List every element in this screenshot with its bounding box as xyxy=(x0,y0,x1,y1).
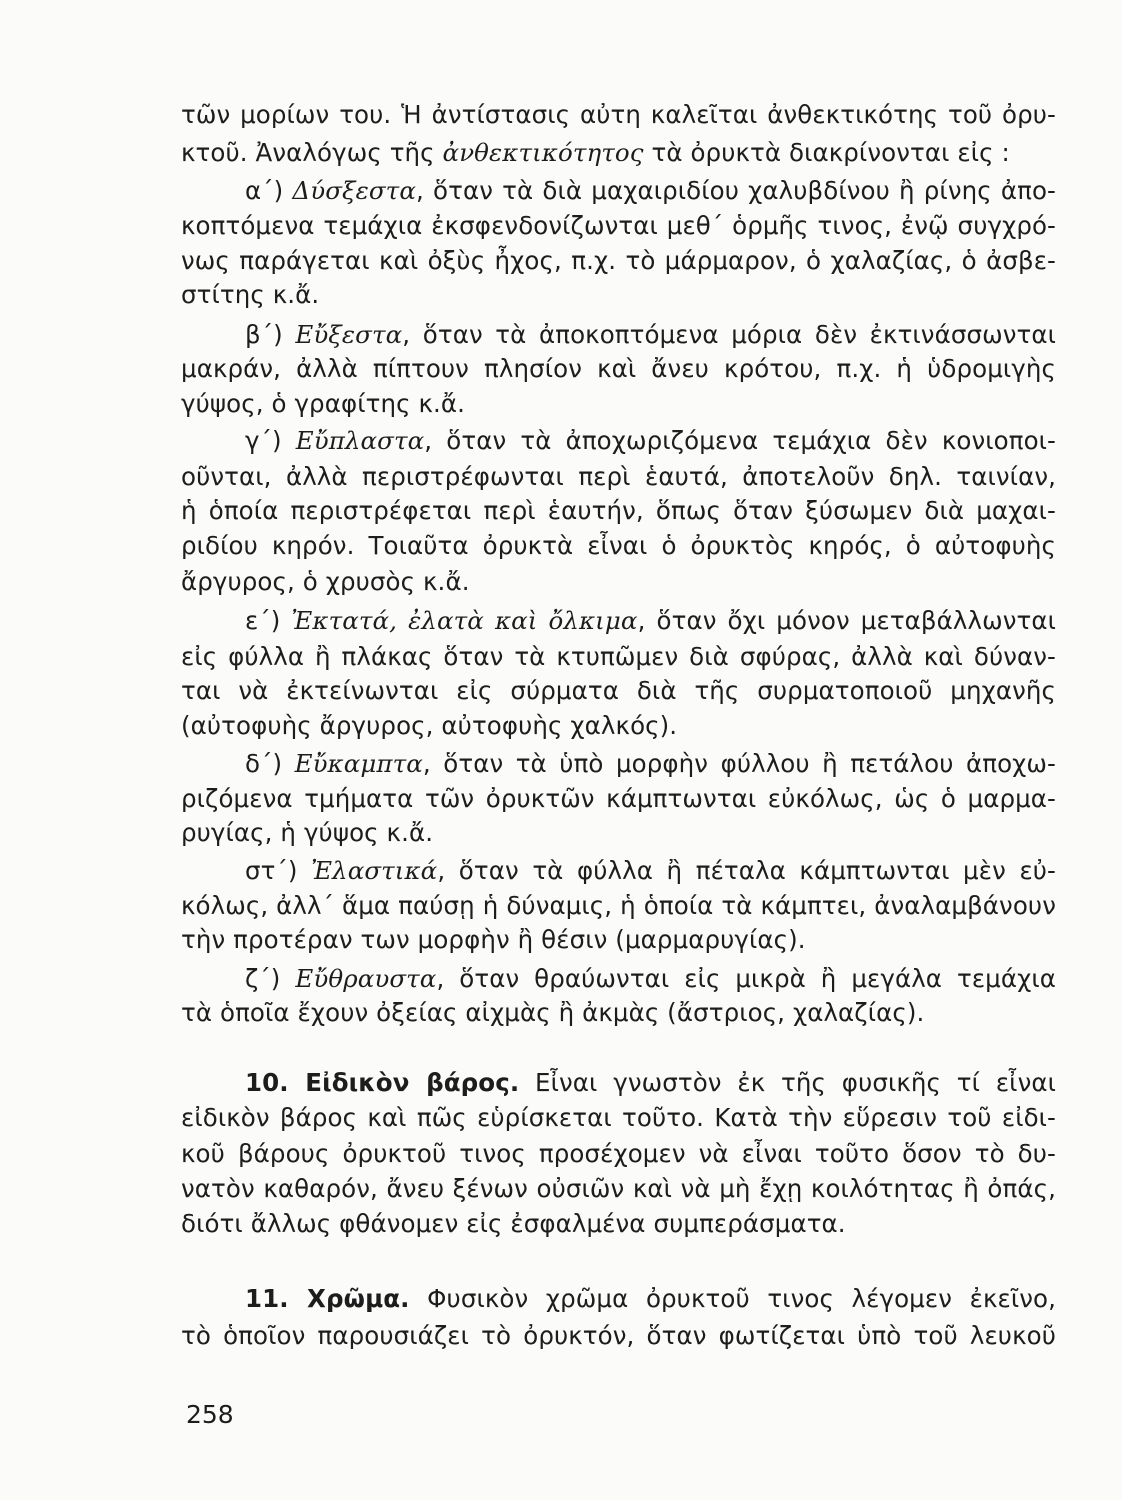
line-text: τῶν μορίων του. Ἡ ἀντίστασις αὐτη καλεῖται ἀνθεκτικότης τοῦ ὀρυ- xyxy=(181,100,1056,129)
text-line xyxy=(181,1319,1056,1353)
line-text: στίτης κ.ἄ. xyxy=(181,280,320,309)
section-heading: 11. Χρῶμα. xyxy=(245,1284,410,1313)
text-line xyxy=(181,244,1056,278)
line-text-continued: Φυσικὸν χρῶμα ὀρυκτοῦ τινος λέγομεν ἐκεῖνο, xyxy=(409,1284,1056,1313)
line-text: ἄργυρος, ὁ χρυσὸς κ.ἄ. xyxy=(181,567,470,596)
line-text: νατὸν καθαρόν, ἄνευ ξένων οὐσιῶν καὶ νὰ μὴ ἔχῃ κοιλότητας ἢ ὀπάς, xyxy=(181,1174,1056,1203)
line-text: εἰς φύλλα ἢ πλάκας ὅταν τὰ κτυπῶμεν διὰ σφύρας, ἀλλὰ καὶ δύναν- xyxy=(181,642,1056,671)
line-text-continued: Εἶναι γνωστὸν ἐκ τῆς φυσικῆς τί εἶναι xyxy=(519,1068,1056,1097)
term-italic: Εὔξεστα xyxy=(295,320,403,349)
text-line xyxy=(181,923,1056,957)
text-line xyxy=(181,889,1056,923)
term-italic: Ἐκτατά, ἐλατὰ καὶ ὄλκιμα xyxy=(291,606,638,635)
line-text: κτοῦ. Ἀναλόγως τῆς xyxy=(181,138,443,167)
text-line xyxy=(181,136,1056,170)
text-line xyxy=(245,604,1056,638)
line-text-continued: , ὅταν θραύωνται εἰς μικρὰ ἢ μεγάλα τεμάχια xyxy=(436,964,1056,993)
term-italic: Ἐλαστικά xyxy=(311,856,438,885)
text-line xyxy=(181,782,1056,816)
line-text-continued: , ὅταν τὰ φύλλα ἢ πέταλα κάμπτωνται μὲν εὐ- xyxy=(437,856,1056,885)
text-line xyxy=(181,98,1056,132)
line-text: οῦνται, ἀλλὰ περιστρέφωνται περὶ ἑαυτά, ἀποτελοῦν δηλ. ταινίαν, xyxy=(181,462,1056,491)
text-line xyxy=(245,318,1056,352)
term-italic: Εὔθραυστα xyxy=(295,964,437,993)
line-text: μακράν, ἀλλὰ πίπτουν πλησίον καὶ ἄνευ κρότου, π.χ. ἡ ὑδρομιγὴς xyxy=(181,354,1056,383)
item-label: β΄) xyxy=(245,320,296,349)
line-text: κοπτόμενα τεμάχια ἐκσφενδονίζωνται μεθ΄ ὁρμῆς τινος, ἐνῷ συγχρό- xyxy=(181,211,1056,240)
line-text-continued: , ὅταν τὰ ἀποχωριζόμενα τεμάχια δὲν κονιοποι- xyxy=(424,426,1056,455)
line-text: νως παράγεται καὶ ὀξὺς ἦχος, π.χ. τὸ μάρμαρον, ὁ χαλαζίας, ὁ ἀσβε- xyxy=(181,246,1056,275)
line-text: γύψος, ὁ γραφίτης κ.ἄ. xyxy=(181,389,466,418)
text-line xyxy=(245,962,1056,996)
text-line xyxy=(181,1207,1056,1241)
text-line xyxy=(181,529,1056,563)
text-line xyxy=(181,565,1056,599)
line-text: εἰδικὸν βάρος καὶ πῶς εὑρίσκεται τοῦτο. Κατὰ τὴν εὕρεσιν τοῦ εἰδι- xyxy=(181,1103,1056,1132)
text-line xyxy=(245,1066,1056,1100)
term-italic: Εὔκαμπτα xyxy=(294,749,423,778)
text-line xyxy=(181,460,1056,494)
text-line xyxy=(181,816,1056,850)
line-text-continued: , ὅταν ὄχι μόνον μεταβάλλωνται xyxy=(637,606,1056,635)
line-text: κοῦ βάρους ὀρυκτοῦ τινος προσέχομεν νὰ εἶναι τοῦτο ὅσον τὸ δυ- xyxy=(181,1139,1056,1168)
text-line xyxy=(245,1282,1056,1316)
line-text-continued: , ὅταν τὰ ἀποκοπτόμενα μόρια δὲν ἐκτινάσσωνται xyxy=(402,320,1056,349)
text-line xyxy=(181,352,1056,386)
line-text: ριδίου κηρόν. Τοιαῦτα ὀρυκτὰ εἶναι ὁ ὀρυκτὸς κηρός, ὁ αὐτοφυὴς xyxy=(181,531,1056,560)
text-line xyxy=(181,387,1056,421)
line-text: (αὐτοφυὴς ἄργυρος, αὐτοφυὴς χαλκός). xyxy=(181,711,678,740)
text-line xyxy=(181,674,1056,708)
text-line xyxy=(181,640,1056,674)
line-text: τὸ ὁποῖον παρουσιάζει τὸ ὀρυκτόν, ὅταν φωτίζεται ὑπὸ τοῦ λευκοῦ xyxy=(181,1321,1056,1350)
line-text: τὰ ὁποῖα ἔχουν ὀξείας αἰχμὰς ἢ ἀκμὰς (ἄστριος, χαλαζίας). xyxy=(181,998,925,1027)
item-label: γ΄) xyxy=(245,426,296,455)
line-text: ρυγίας, ἡ γύψος κ.ἄ. xyxy=(181,818,434,847)
term-italic: Εὔπλαστα xyxy=(295,426,425,455)
item-label: α΄) xyxy=(245,176,293,205)
text-line xyxy=(181,494,1056,528)
line-text: ριζόμενα τμήματα τῶν ὀρυκτῶν κάμπτωνται εὐκόλως, ὡς ὁ μαρμα- xyxy=(181,784,1056,813)
line-text-continued: , ὅταν τὰ ὑπὸ μορφὴν φύλλου ἢ πετάλου ἀποχω- xyxy=(422,749,1056,778)
line-text: ται νὰ ἐκτείνωνται εἰς σύρματα διὰ τῆς συρματοποιοῦ μηχανῆς xyxy=(181,676,1056,705)
page-number: 258 xyxy=(186,1400,234,1429)
item-label: ε΄) xyxy=(245,606,292,635)
line-text-continued: , ὅταν τὰ διὰ μαχαιριδίου χαλυβδίνου ἢ ρίνης ἀπο- xyxy=(415,176,1056,205)
line-text-continued: τὰ ὀρυκτὰ διακρίνονται εἰς : xyxy=(643,138,1010,167)
line-text: διότι ἄλλως φθάνομεν εἰς ἐσφαλμένα συμπεράσματα. xyxy=(181,1209,846,1238)
text-line xyxy=(181,209,1056,243)
text-line xyxy=(181,709,1056,743)
text-line xyxy=(245,854,1056,888)
section-heading: 10. Εἰδικὸν βάρος. xyxy=(245,1068,520,1097)
term-italic: ἀνθεκτικότητος xyxy=(442,138,644,167)
text-line xyxy=(181,1101,1056,1135)
item-label: δ΄) xyxy=(245,749,295,778)
item-label: στ΄) xyxy=(245,856,312,885)
item-label: ζ΄) xyxy=(245,964,296,993)
text-line xyxy=(245,174,1056,208)
line-text: κόλως, ἀλλ΄ ἅμα παύσῃ ἡ δύναμις, ἡ ὁποία τὰ κάμπτει, ἀναλαμβάνουν xyxy=(181,891,1056,920)
text-line xyxy=(245,747,1056,781)
line-text: ἡ ὁποία περιστρέφεται περὶ ἑαυτήν, ὅπως ὅταν ξύσωμεν διὰ μαχαι- xyxy=(181,496,1056,525)
term-italic: Δύσξεστα xyxy=(292,176,416,205)
text-line xyxy=(181,278,1056,312)
text-line xyxy=(181,996,1056,1030)
text-line xyxy=(181,1172,1056,1206)
line-text: τὴν προτέραν των μορφὴν ἢ θέσιν (μαρμαρυγίας). xyxy=(181,925,806,954)
text-line xyxy=(245,424,1056,458)
text-line xyxy=(181,1137,1056,1171)
